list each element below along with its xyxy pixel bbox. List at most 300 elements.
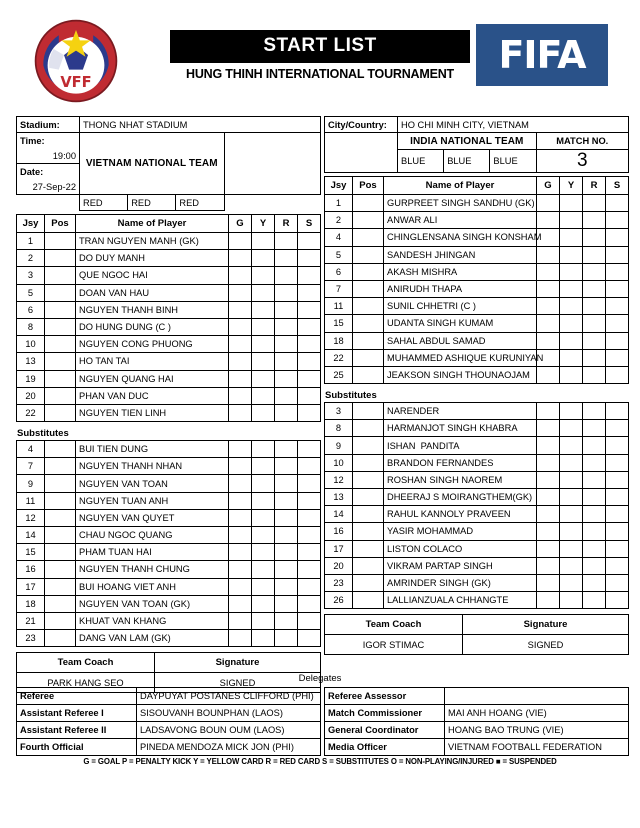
player-goals	[537, 280, 560, 297]
away-coach-table	[324, 614, 629, 655]
player-jsy: 8	[325, 420, 353, 437]
away-subs-table	[324, 402, 629, 609]
player-yellow	[252, 250, 275, 267]
player-yellow	[252, 561, 275, 578]
player-pos	[353, 315, 384, 332]
away-kit-2: BLUE	[444, 150, 490, 173]
player-jsy: 19	[17, 370, 45, 387]
player-goals	[229, 458, 252, 475]
player-name: NGUYEN CONG PHUONG	[76, 336, 229, 353]
player-yellow	[560, 280, 583, 297]
player-sub	[298, 387, 321, 404]
player-row	[17, 612, 321, 629]
player-row	[17, 595, 321, 612]
col-s: S	[298, 215, 321, 233]
delegate-role: General Coordinator	[325, 722, 445, 739]
away-signature-value: SIGNED	[463, 635, 629, 655]
home-kit-1: RED	[80, 195, 128, 211]
player-sub	[606, 212, 629, 229]
away-subs-body	[325, 403, 629, 609]
player-goals	[229, 509, 252, 526]
fifa-logo-text: FIFA	[498, 33, 586, 77]
player-row	[325, 592, 629, 609]
player-yellow	[560, 454, 583, 471]
player-yellow	[560, 263, 583, 280]
player-row	[325, 229, 629, 246]
player-jsy: 10	[17, 336, 45, 353]
player-sub	[298, 404, 321, 421]
player-jsy: 14	[325, 506, 353, 523]
player-row	[325, 315, 629, 332]
player-name: PHAN VAN DUC	[76, 387, 229, 404]
home-starters-table	[16, 214, 321, 422]
player-jsy: 5	[17, 284, 45, 301]
player-pos	[353, 349, 384, 366]
away-coach-name: IGOR STIMAC	[325, 635, 463, 655]
player-row	[17, 370, 321, 387]
player-row	[325, 489, 629, 506]
player-row	[325, 212, 629, 229]
col-r: R	[583, 177, 606, 195]
player-jsy: 20	[17, 387, 45, 404]
player-sub	[298, 353, 321, 370]
col-g: G	[229, 215, 252, 233]
player-jsy: 7	[325, 280, 353, 297]
player-pos	[45, 527, 76, 544]
player-jsy: 12	[17, 509, 45, 526]
player-name: SUNIL CHHETRI (C )	[384, 298, 537, 315]
player-red	[583, 298, 606, 315]
player-sub	[298, 595, 321, 612]
player-row	[325, 366, 629, 383]
player-sub	[606, 280, 629, 297]
player-pos	[45, 492, 76, 509]
player-red	[275, 595, 298, 612]
home-subs-table	[16, 440, 321, 647]
player-sub	[298, 561, 321, 578]
player-red	[583, 349, 606, 366]
stadium-value: THONG NHAT STADIUM	[80, 117, 321, 133]
player-yellow	[560, 471, 583, 488]
player-row	[17, 318, 321, 335]
player-goals	[229, 284, 252, 301]
player-row	[325, 332, 629, 349]
col-pos: Pos	[353, 177, 384, 195]
player-name: LALLIANZUALA CHHANGTE	[384, 592, 537, 609]
delegate-name: SISOUVANH BOUNPHAN (LAOS)	[137, 705, 321, 722]
player-yellow	[252, 301, 275, 318]
player-sub	[606, 454, 629, 471]
player-yellow	[560, 315, 583, 332]
delegate-name	[445, 688, 629, 705]
player-goals	[537, 420, 560, 437]
player-row	[17, 458, 321, 475]
player-row	[17, 544, 321, 561]
player-red	[583, 212, 606, 229]
player-sub	[606, 506, 629, 523]
player-jsy: 4	[17, 441, 45, 458]
player-yellow	[560, 557, 583, 574]
player-name: ANIRUDH THAPA	[384, 280, 537, 297]
player-jsy: 15	[325, 315, 353, 332]
player-jsy: 23	[17, 630, 45, 647]
player-sub	[606, 195, 629, 212]
player-name: ISHAN PANDITA	[384, 437, 537, 454]
player-row	[17, 630, 321, 647]
player-name: NGUYEN TUAN ANH	[76, 492, 229, 509]
player-pos	[45, 630, 76, 647]
player-goals	[229, 492, 252, 509]
player-sub	[606, 540, 629, 557]
player-jsy: 3	[17, 267, 45, 284]
tournament-subtitle: HUNG THINH INTERNATIONAL TOURNAMENT	[186, 66, 454, 81]
player-pos	[45, 267, 76, 284]
player-name: QUE NGOC HAI	[76, 267, 229, 284]
delegate-name: MAI ANH HOANG (VIE)	[445, 705, 629, 722]
player-pos	[45, 336, 76, 353]
col-name: Name of Player	[76, 215, 229, 233]
player-yellow	[560, 506, 583, 523]
player-goals	[537, 315, 560, 332]
player-row	[325, 454, 629, 471]
player-yellow	[252, 404, 275, 421]
player-yellow	[252, 336, 275, 353]
player-pos	[353, 437, 384, 454]
player-goals	[537, 246, 560, 263]
player-name: RAHUL KANNOLY PRAVEEN	[384, 506, 537, 523]
away-starters-body	[325, 195, 629, 384]
player-row	[17, 441, 321, 458]
player-pos	[45, 353, 76, 370]
player-yellow	[252, 233, 275, 250]
col-name: Name of Player	[384, 177, 537, 195]
player-sub	[606, 420, 629, 437]
player-red	[583, 592, 606, 609]
player-red	[583, 332, 606, 349]
player-yellow	[252, 509, 275, 526]
player-goals	[537, 489, 560, 506]
player-pos	[353, 454, 384, 471]
player-row	[17, 353, 321, 370]
away-starters-table	[324, 176, 629, 384]
player-row	[325, 246, 629, 263]
fifa-logo-icon	[476, 24, 608, 86]
player-red	[583, 420, 606, 437]
delegate-row	[17, 688, 321, 705]
player-yellow	[252, 370, 275, 387]
col-r: R	[275, 215, 298, 233]
player-jsy: 4	[325, 229, 353, 246]
player-name: GURPREET SINGH SANDHU (GK)	[384, 195, 537, 212]
player-name: SAHAL ABDUL SAMAD	[384, 332, 537, 349]
delegate-row	[325, 688, 629, 705]
player-pos	[45, 458, 76, 475]
player-pos	[45, 612, 76, 629]
player-jsy: 6	[17, 301, 45, 318]
player-row	[325, 263, 629, 280]
player-pos	[45, 318, 76, 335]
player-pos	[353, 195, 384, 212]
player-red	[583, 403, 606, 420]
player-name: NGUYEN VAN QUYET	[76, 509, 229, 526]
player-row	[325, 557, 629, 574]
player-pos	[45, 370, 76, 387]
player-jsy: 16	[325, 523, 353, 540]
player-name: NGUYEN VAN TOAN	[76, 475, 229, 492]
player-jsy: 3	[325, 403, 353, 420]
player-red	[275, 612, 298, 629]
player-name: NARENDER	[384, 403, 537, 420]
home-signature-value: SIGNED	[155, 673, 321, 693]
player-sub	[606, 471, 629, 488]
player-sub	[298, 475, 321, 492]
player-jsy: 7	[17, 458, 45, 475]
away-coach-header	[325, 615, 629, 635]
player-goals	[537, 212, 560, 229]
player-yellow	[560, 349, 583, 366]
player-red	[275, 370, 298, 387]
player-sub	[606, 366, 629, 383]
player-goals	[229, 370, 252, 387]
player-red	[275, 492, 298, 509]
player-goals	[537, 263, 560, 280]
player-sub	[606, 332, 629, 349]
home-coach-header	[17, 653, 321, 673]
player-pos	[353, 592, 384, 609]
player-sub	[298, 233, 321, 250]
player-pos	[353, 280, 384, 297]
player-goals	[537, 523, 560, 540]
player-goals	[229, 267, 252, 284]
player-red	[583, 195, 606, 212]
player-red	[275, 527, 298, 544]
player-red	[275, 387, 298, 404]
player-row	[325, 506, 629, 523]
player-pos	[353, 403, 384, 420]
player-yellow	[252, 527, 275, 544]
home-coach-label: Team Coach	[17, 653, 155, 673]
player-sub	[606, 574, 629, 591]
player-name: HO TAN TAI	[76, 353, 229, 370]
player-row	[17, 475, 321, 492]
player-red	[583, 523, 606, 540]
player-sub	[298, 458, 321, 475]
player-goals	[229, 578, 252, 595]
title-block	[170, 30, 470, 81]
player-sub	[606, 437, 629, 454]
player-sub	[298, 492, 321, 509]
player-yellow	[560, 298, 583, 315]
player-goals	[537, 454, 560, 471]
player-red	[275, 353, 298, 370]
player-yellow	[560, 489, 583, 506]
delegate-role: Assistant Referee I	[17, 705, 137, 722]
away-kit-3: BLUE	[490, 150, 536, 173]
player-jsy: 1	[17, 233, 45, 250]
player-sub	[606, 229, 629, 246]
player-name: MUHAMMED ASHIQUE KURUNIYAN	[384, 349, 537, 366]
player-name: AMRINDER SINGH (GK)	[384, 574, 537, 591]
player-sub	[606, 523, 629, 540]
player-red	[275, 233, 298, 250]
player-sub	[298, 630, 321, 647]
player-name: AKASH MISHRA	[384, 263, 537, 280]
player-jsy: 9	[325, 437, 353, 454]
player-row	[325, 437, 629, 454]
player-row	[325, 349, 629, 366]
player-pos	[353, 574, 384, 591]
col-y: Y	[560, 177, 583, 195]
delegates-right-body	[325, 688, 629, 756]
delegate-name: LADSAVONG BOUN OUM (LAOS)	[137, 722, 321, 739]
player-name: NGUYEN VAN TOAN (GK)	[76, 595, 229, 612]
player-red	[583, 506, 606, 523]
date-label: Date:	[17, 164, 80, 180]
player-name: ROSHAN SINGH NAOREM	[384, 471, 537, 488]
player-jsy: 13	[17, 353, 45, 370]
away-team-panel	[324, 116, 629, 655]
player-goals	[537, 506, 560, 523]
player-name: DO HUNG DUNG (C )	[76, 318, 229, 335]
player-pos	[353, 523, 384, 540]
vff-logo-icon	[33, 18, 119, 104]
delegate-row	[17, 705, 321, 722]
player-goals	[229, 561, 252, 578]
player-jsy: 15	[17, 544, 45, 561]
delegate-role: Referee	[17, 688, 137, 705]
home-starters-header	[17, 215, 321, 233]
player-goals	[537, 437, 560, 454]
time-value: 19:00	[17, 148, 80, 164]
player-pos	[353, 489, 384, 506]
away-team-row	[325, 133, 629, 150]
player-row	[17, 336, 321, 353]
player-yellow	[252, 544, 275, 561]
col-g: G	[537, 177, 560, 195]
player-red	[275, 267, 298, 284]
player-yellow	[252, 458, 275, 475]
player-jsy: 8	[17, 318, 45, 335]
player-jsy: 23	[325, 574, 353, 591]
city-value: HO CHI MINH CITY, VIETNAM	[398, 117, 629, 133]
player-goals	[229, 387, 252, 404]
player-name: PHAM TUAN HAI	[76, 544, 229, 561]
player-yellow	[560, 592, 583, 609]
col-y: Y	[252, 215, 275, 233]
away-coach-label: Team Coach	[325, 615, 463, 635]
player-row	[325, 280, 629, 297]
player-yellow	[560, 540, 583, 557]
player-red	[583, 246, 606, 263]
player-pos	[353, 298, 384, 315]
player-jsy: 12	[325, 471, 353, 488]
player-row	[17, 527, 321, 544]
player-row	[325, 574, 629, 591]
delegate-role: Referee Assessor	[325, 688, 445, 705]
away-signature-label: Signature	[463, 615, 629, 635]
player-yellow	[252, 630, 275, 647]
delegate-role: Match Commissioner	[325, 705, 445, 722]
home-starters-body	[17, 233, 321, 422]
player-row	[17, 387, 321, 404]
player-sub	[298, 612, 321, 629]
legend-footer: G = GOAL P = PENALTY KICK Y = YELLOW CARD R = RED CARD S = SUBSTITUTES O = NON-PLAYING/INJURED ■ = SUSPENDED	[83, 757, 557, 766]
home-spacer-cell	[224, 133, 320, 195]
player-goals	[229, 612, 252, 629]
player-red	[275, 561, 298, 578]
player-yellow	[560, 332, 583, 349]
delegate-role: Media Officer	[325, 739, 445, 756]
player-red	[275, 441, 298, 458]
player-goals	[537, 332, 560, 349]
player-red	[275, 250, 298, 267]
player-sub	[606, 298, 629, 315]
player-jsy: 6	[325, 263, 353, 280]
player-name: BUI HOANG VIET ANH	[76, 578, 229, 595]
player-pos	[353, 557, 384, 574]
match-info-table-away	[324, 116, 629, 173]
player-name: NGUYEN QUANG HAI	[76, 370, 229, 387]
player-name: DHEERAJ S MOIRANGTHEM(GK)	[384, 489, 537, 506]
match-no-value: 3	[536, 150, 628, 173]
player-goals	[229, 233, 252, 250]
player-pos	[45, 475, 76, 492]
col-pos: Pos	[45, 215, 76, 233]
player-goals	[229, 595, 252, 612]
home-subs-body	[17, 441, 321, 647]
player-sub	[298, 318, 321, 335]
player-row	[325, 540, 629, 557]
player-sub	[606, 246, 629, 263]
player-name: NGUYEN TIEN LINH	[76, 404, 229, 421]
player-pos	[45, 509, 76, 526]
date-value: 27-Sep-22	[17, 179, 80, 195]
player-name: SANDESH JHINGAN	[384, 246, 537, 263]
delegate-name: VIETNAM FOOTBALL FEDERATION	[445, 739, 629, 756]
player-red	[275, 509, 298, 526]
player-pos	[45, 301, 76, 318]
player-goals	[537, 557, 560, 574]
player-sub	[606, 315, 629, 332]
player-jsy: 21	[17, 612, 45, 629]
city-row	[325, 117, 629, 133]
player-goals	[229, 475, 252, 492]
player-sub	[606, 263, 629, 280]
player-yellow	[252, 267, 275, 284]
player-jsy: 14	[17, 527, 45, 544]
player-red	[275, 284, 298, 301]
home-coach-name: PARK HANG SEO	[17, 673, 155, 693]
delegates-table-right	[324, 687, 629, 756]
player-name: CHAU NGOC QUANG	[76, 527, 229, 544]
player-pos	[45, 284, 76, 301]
home-team-name: VIETNAM NATIONAL TEAM	[80, 133, 225, 195]
player-pos	[353, 229, 384, 246]
delegate-row	[325, 739, 629, 756]
player-goals	[537, 366, 560, 383]
away-starters-header	[325, 177, 629, 195]
player-red	[583, 366, 606, 383]
home-substitutes-label: Substitutes	[17, 428, 69, 440]
player-yellow	[252, 578, 275, 595]
player-pos	[45, 544, 76, 561]
player-jsy: 1	[325, 195, 353, 212]
player-yellow	[252, 595, 275, 612]
player-pos	[353, 471, 384, 488]
player-yellow	[560, 437, 583, 454]
player-sub	[298, 284, 321, 301]
player-jsy: 2	[17, 250, 45, 267]
